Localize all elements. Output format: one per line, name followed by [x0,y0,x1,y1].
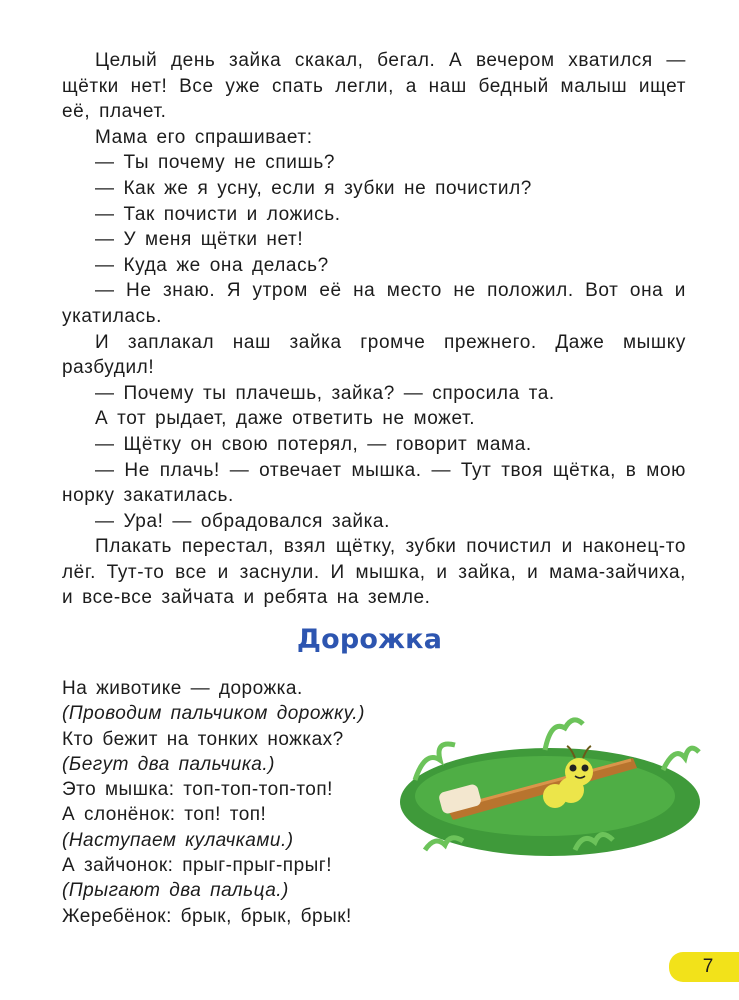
story-paragraph: А тот рыдает, даже ответить не может. [95,408,476,430]
story-paragraph: — Ты почему не спишь? [95,152,335,174]
poem-title: Дорожка [296,624,443,655]
poem-instruction: (Наступаем кулачками.) [62,829,294,851]
poem-line: А слонёнок: топ! топ! [62,804,267,826]
story-paragraph: — Не плачь! — отвечает мышка. — Тут твоя щётка, в мою норку закатилась. [62,459,686,507]
story-paragraph: — Щётку он свою потерял, — говорит мама. [95,433,532,455]
story-paragraph: — Почему ты плачешь, зайка? — спросила та. [95,382,555,404]
poem [62,676,422,929]
poem-instruction: (Бегут два пальчика.) [62,753,275,775]
story-text [62,48,686,611]
story-paragraph: — Куда же она делась? [95,254,329,276]
poem-instruction: (Проводим пальчиком дорожку.) [62,703,365,725]
story-paragraph: — Ура! — обрадовался зайка. [95,510,390,532]
story-paragraph: — Так почисти и ложись. [95,203,341,225]
story-paragraph: Плакать перестал, взял щётку, зубки почистил и наконец-то лёг. Тут-то все и заснули. И мышка, и зайка, и мама-зайчиха, и все-все зайчата и ребята на земле. [62,536,686,609]
caterpillar-toothbrush-illustration [395,710,705,870]
poem-line: Жеребёнок: брык, брык, брык! [62,905,352,927]
poem-line: Кто бежит на тонких ножках? [62,728,344,750]
poem-line: А зайчонок: прыг-прыг-прыг! [62,855,332,877]
story-paragraph: Целый день зайка скакал, бегал. А вечером хватился — щётки нет! Все уже спать легли, а наш бедный малыш ищет её, плачет. [62,50,686,123]
story-paragraph: — Не знаю. Я утром её на место не положил. Вот она и укатилась. [62,280,686,327]
poem-line: Это мышка: топ-топ-топ-топ! [62,779,333,801]
story-paragraph: — Как же я усну, если я зубки не почистил? [95,177,532,199]
story-paragraph: Мама его спрашивает: [95,126,313,148]
poem-line: На животике — дорожка. [62,678,303,699]
story-paragraph: И заплакал наш зайка громче прежнего. Даже мышку разбудил! [62,331,686,379]
story-paragraph: — У меня щётки нет! [95,229,304,251]
poem-instruction: (Прыгают два пальца.) [62,880,289,902]
page-number: 7 [669,952,739,982]
